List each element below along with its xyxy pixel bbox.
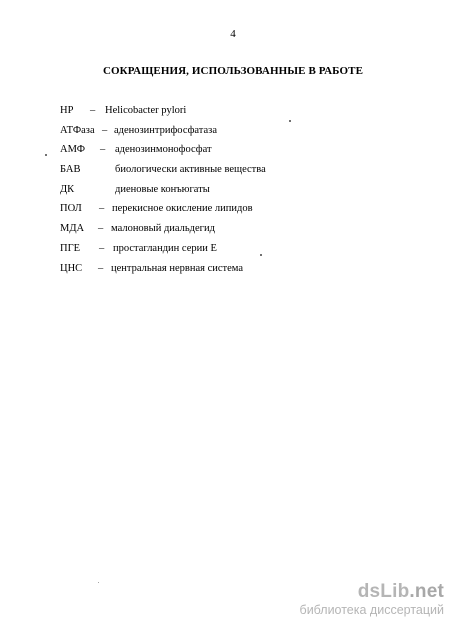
abbreviation-term: МДА <box>60 223 85 235</box>
abbreviation-dash: – <box>98 223 104 235</box>
abbreviation-dash: – <box>102 124 108 136</box>
abbreviation-definition: биологически активные вещества <box>115 164 266 176</box>
abbreviation-dash: – <box>100 144 106 156</box>
abbreviation-term: ДК <box>60 183 75 195</box>
abbreviation-term: АМФ <box>60 144 86 156</box>
abbreviation-definition: аденозинмонофосфат <box>115 144 212 156</box>
abbreviation-dash: – <box>90 105 96 116</box>
scan-speck <box>260 254 262 256</box>
abbreviation-term: ПГЕ <box>60 242 81 254</box>
abbreviation-dash: – <box>99 242 105 254</box>
watermark-brand-main: dsLib <box>357 581 410 602</box>
abbreviation-term: ЦНС <box>60 262 83 274</box>
scan-speck <box>289 120 291 122</box>
abbreviation-definition: диеновые конъюгаты <box>115 183 210 195</box>
abbreviation-term: ПОЛ <box>60 203 82 215</box>
abbreviation-definition: центральная нервная система <box>111 262 244 274</box>
site-watermark <box>300 581 444 618</box>
scan-speck <box>45 154 47 156</box>
abbreviation-definition: Helicobacter pylori <box>105 105 187 116</box>
abbreviation-dash: – <box>99 203 105 215</box>
watermark-brand-suffix: .net <box>409 581 444 602</box>
abbreviation-dash: – <box>98 262 104 274</box>
watermark-tagline: библиотека диссертаций <box>299 603 444 617</box>
abbreviation-definition: аденозинтрифосфатаза <box>114 124 217 136</box>
abbreviation-definition: перекисное окисление липидов <box>112 203 253 215</box>
watermark-brand <box>300 581 444 603</box>
page-number: 4 <box>230 28 236 40</box>
scan-speck <box>98 582 99 583</box>
page-title: СОКРАЩЕНИЯ, ИСПОЛЬЗОВАННЫЕ В РАБОТЕ <box>102 65 364 77</box>
abbreviation-definition: простагландин серии Е <box>113 242 217 254</box>
abbreviation-term: АТФаза <box>60 124 95 136</box>
abbreviation-term: НР <box>60 105 74 116</box>
abbreviation-term: БАВ <box>60 164 81 176</box>
abbreviation-definition: малоновый диальдегид <box>111 223 215 235</box>
